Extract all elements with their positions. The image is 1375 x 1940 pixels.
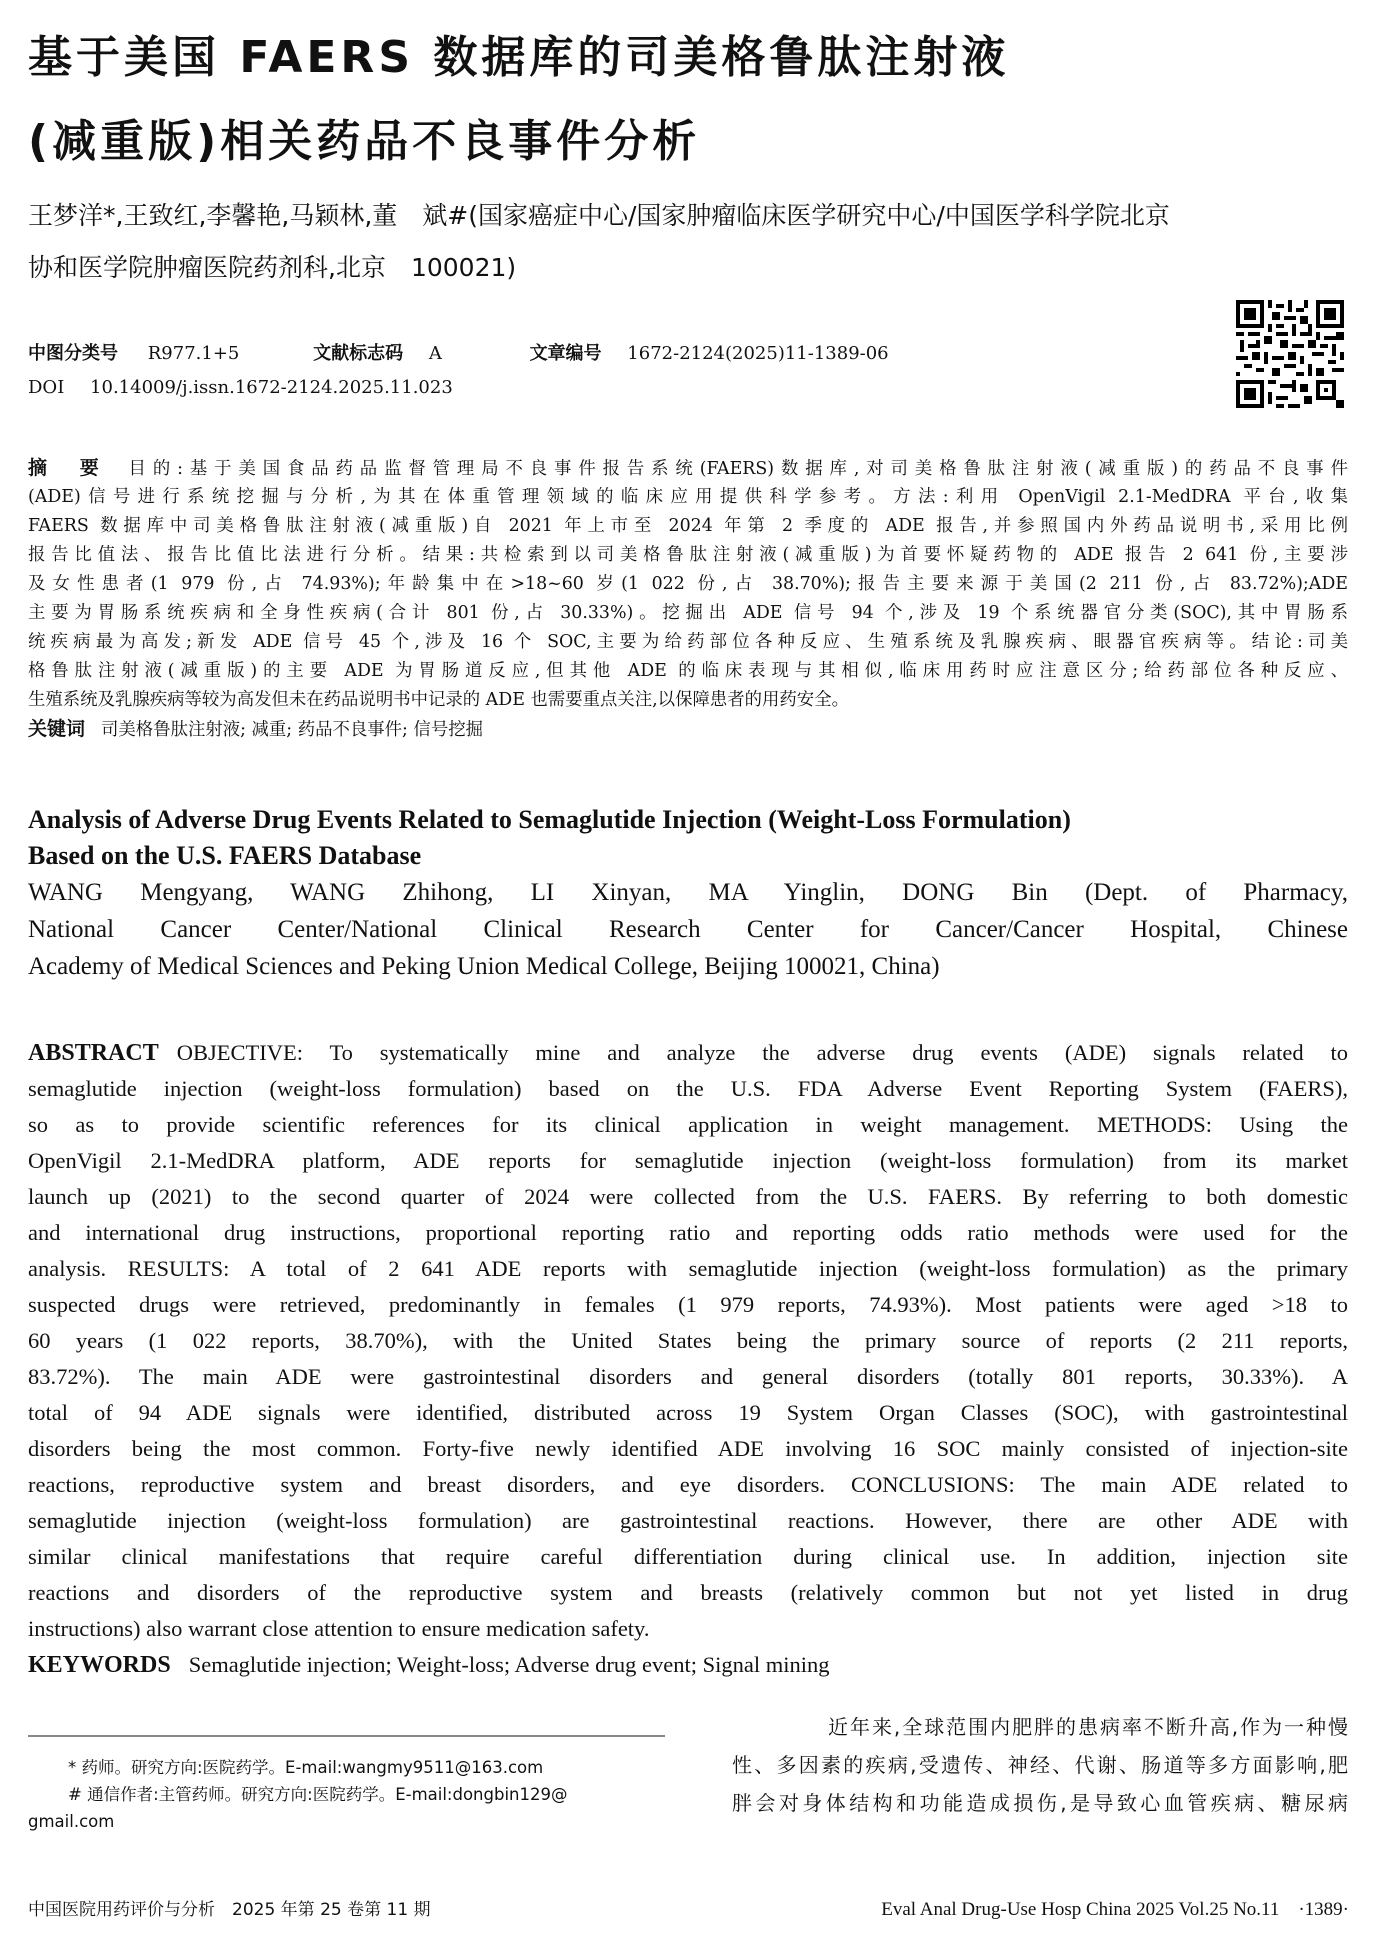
classification-row: [28, 339, 889, 369]
footnote-corresponding-author: # 通信作者:主管药师。研究方向:医院药学。E-mail:dongbin129@: [68, 1785, 568, 1804]
abstract-en-line: instructions) also warrant close attention to ensure medication safety.: [28, 1616, 650, 1641]
body-paragraph-line: 近年来,全球范围内肥胖的患病率不断升高,作为一种慢: [828, 1715, 1348, 1739]
doi-label: DOI: [28, 377, 65, 398]
footer-journal-en: Eval Anal Drug-Use Hosp China 2025 Vol.25 No.11 ·1389·: [881, 1899, 1349, 1920]
abstract-en-line: launch up (2021) to the second quarter of 2024 were collected from the U.S. FAERS. By referring to both domestic: [28, 1184, 1348, 1209]
abstract-en-line: so as to provide scientific references for its clinical application in weight management. METHODS: Using the: [28, 1112, 1348, 1137]
abstract-en-line: similar clinical manifestations that require careful differentiation during clinical use. In addition, injection site: [28, 1544, 1348, 1569]
abstract-en-text: OBJECTIVE: To systematically mine and analyze the adverse drug events (ADE) signals related to: [176, 1040, 1348, 1065]
article-no-value: 1672-2124(2025)11-1389-06: [627, 343, 889, 364]
abstract-cn-line: 主要为胃肠系统疾病和全身性疾病(合计 801 份,占 30.33%)。挖掘出 ADE 信号 94 个,涉及 19 个系统器官分类(SOC),其中胃肠系: [28, 603, 1348, 623]
title-en-line-1: Analysis of Adverse Drug Events Related to Semaglutide Injection (Weight-Loss Formulation): [28, 805, 1071, 834]
abstract-cn-line: 生殖系统及乳腺疾病等较为高发但未在药品说明书中记录的 ADE 也需要重点关注,以保障患者的用药安全。: [28, 690, 849, 710]
body-paragraph-line: 性、多因素的疾病,受遗传、神经、代谢、肠道等多方面影响,肥: [732, 1753, 1348, 1777]
authors-cn-line-2: 协和医学院肿瘤医院药剂科,北京 100021): [28, 253, 517, 282]
abstract-en-line: disorders being the most common. Forty-five newly identified ADE involving 16 SOC mainly consisted of injection-site: [28, 1436, 1348, 1461]
keywords-cn-value: 司美格鲁肽注射液; 减重; 药品不良事件; 信号挖掘: [101, 720, 483, 740]
abstract-en-label: ABSTRACT: [28, 1040, 159, 1066]
authors-en-line: National Cancer Center/National Clinical Research Center for Cancer/Cancer Hospital, Chinese: [28, 916, 1348, 943]
abstract-en-line: total of 94 ADE signals were identified, distributed across 19 System Organ Classes (SOC), with gastrointestinal: [28, 1400, 1348, 1425]
title-cn-line-1: 基于美国 FAERS 数据库的司美格鲁肽注射液: [28, 32, 1010, 83]
doc-code-label: 文献标志码: [313, 343, 404, 364]
footnote-email-continued: gmail.com: [28, 1812, 115, 1831]
abstract-cn-line: 及女性患者(1 979 份,占 74.93%);年龄集中在>18~60 岁(1 022 份,占 38.70%);报告主要来源于美国(2 211 份,占 83.72%);ADE: [28, 574, 1348, 594]
abstract-cn-line: [28, 454, 1348, 484]
abstract-en-line: semaglutide injection (weight-loss formulation) are gastrointestinal reactions. However, there are other ADE with: [28, 1508, 1348, 1533]
abstract-en-line: semaglutide injection (weight-loss formulation) based on the U.S. FDA Adverse Event Reporting System (FAERS),: [28, 1076, 1348, 1101]
authors-en-line: WANG Mengyang, WANG Zhihong, LI Xinyan, MA Yinglin, DONG Bin (Dept. of Pharmacy,: [28, 879, 1348, 906]
footer-journal-cn: 中国医院用药评价与分析 2025 年第 25 卷第 11 期: [28, 1900, 431, 1920]
abstract-en-line: [28, 1035, 1348, 1071]
abstract-en-line: OpenVigil 2.1-MedDRA platform, ADE reports for semaglutide injection (weight-loss formulation) from its market: [28, 1148, 1348, 1173]
title-en-line-2: Based on the U.S. FAERS Database: [28, 841, 422, 870]
article-no-label: 文章编号: [529, 343, 602, 364]
doc-code-value: A: [428, 343, 442, 364]
keywords-en-label: KEYWORDS: [28, 1652, 171, 1678]
qr-code-icon[interactable]: [1236, 300, 1344, 408]
doi-value: 10.14009/j.issn.1672-2124.2025.11.023: [90, 377, 453, 398]
keywords-en-row: [28, 1647, 1348, 1683]
doi-row: [28, 373, 453, 403]
abstract-en-line: 60 years (1 022 reports, 38.70%), with the United States being the primary source of reports (2 211 reports,: [28, 1328, 1348, 1353]
abstract-en-line: suspected drugs were retrieved, predominantly in females (1 979 reports, 74.93%). Most patients were aged >18 to: [28, 1292, 1348, 1317]
keywords-cn-row: [28, 715, 1348, 745]
abstract-en-line: and international drug instructions, proportional reporting ratio and reporting odds ratio methods were used for the: [28, 1220, 1348, 1245]
abstract-cn-line: 格鲁肽注射液(减重版)的主要 ADE 为胃肠道反应,但其他 ADE 的临床表现与其相似,临床用药时应注意区分;给药部位各种反应、: [28, 661, 1348, 681]
abstract-en-line: analysis. RESULTS: A total of 2 641 ADE reports with semaglutide injection (weight-loss formulation) as the primary: [28, 1256, 1348, 1281]
clc-label: 中图分类号: [28, 343, 118, 364]
abstract-cn-line: (ADE)信号进行系统挖掘与分析,为其在体重管理领域的临床应用提供科学参考。方法:利用 OpenVigil 2.1-MedDRA 平台,收集: [28, 487, 1348, 507]
abstract-cn-line: 报告比值法、报告比值比法进行分析。结果:共检索到以司美格鲁肽注射液(减重版)为首要怀疑药物的 ADE 报告 2 641 份,主要涉: [28, 545, 1348, 565]
abstract-en-line: 83.72%). The main ADE were gastrointestinal disorders and general disorders (totally 801 reports, 30.33%). A: [28, 1364, 1348, 1389]
abstract-en-line: reactions and disorders of the reproductive system and breasts (relatively common but not yet listed in drug: [28, 1580, 1348, 1605]
body-paragraph-line: 胖会对身体结构和功能造成损伤,是导致心血管疾病、糖尿病: [732, 1791, 1348, 1815]
abstract-cn-line: FAERS 数据库中司美格鲁肽注射液(减重版)自 2021 年上市至 2024 年第 2 季度的 ADE 报告,并参照国内外药品说明书,采用比例: [28, 516, 1348, 536]
clc-value: R977.1+5: [147, 343, 240, 364]
abstract-en-line: reactions, reproductive system and breast disorders, and eye disorders. CONCLUSIONS: The main ADE related to: [28, 1472, 1348, 1497]
authors-en-line: Academy of Medical Sciences and Peking Union Medical College, Beijing 100021, China): [28, 953, 940, 980]
footnote-divider: [28, 1735, 665, 1737]
abstract-cn-label: 摘 要: [28, 457, 106, 479]
footnote-first-author: * 药师。研究方向:医院药学。E-mail:wangmy9511@163.com: [68, 1758, 544, 1777]
authors-cn-line-1: 王梦洋*,王致红,李馨艳,马颖林,董 斌#(国家癌症中心/国家肿瘤临床医学研究中心/中国医学科学院北京: [28, 201, 1170, 230]
title-cn-line-2: (减重版)相关药品不良事件分析: [28, 116, 701, 167]
keywords-en-value: Semaglutide injection; Weight-loss; Adverse drug event; Signal mining: [188, 1652, 830, 1677]
abstract-cn-line: 统疾病最为高发;新发 ADE 信号 45 个,涉及 16 个 SOC,主要为给药部位各种反应、生殖系统及乳腺疾病、眼器官疾病等。结论:司美: [28, 632, 1348, 652]
keywords-cn-label: 关键词: [28, 718, 86, 740]
abstract-cn-text: 目的:基于美国食品药品监督管理局不良事件报告系统(FAERS)数据库,对司美格鲁肽注射液(减重版)的药品不良事件: [121, 459, 1348, 479]
